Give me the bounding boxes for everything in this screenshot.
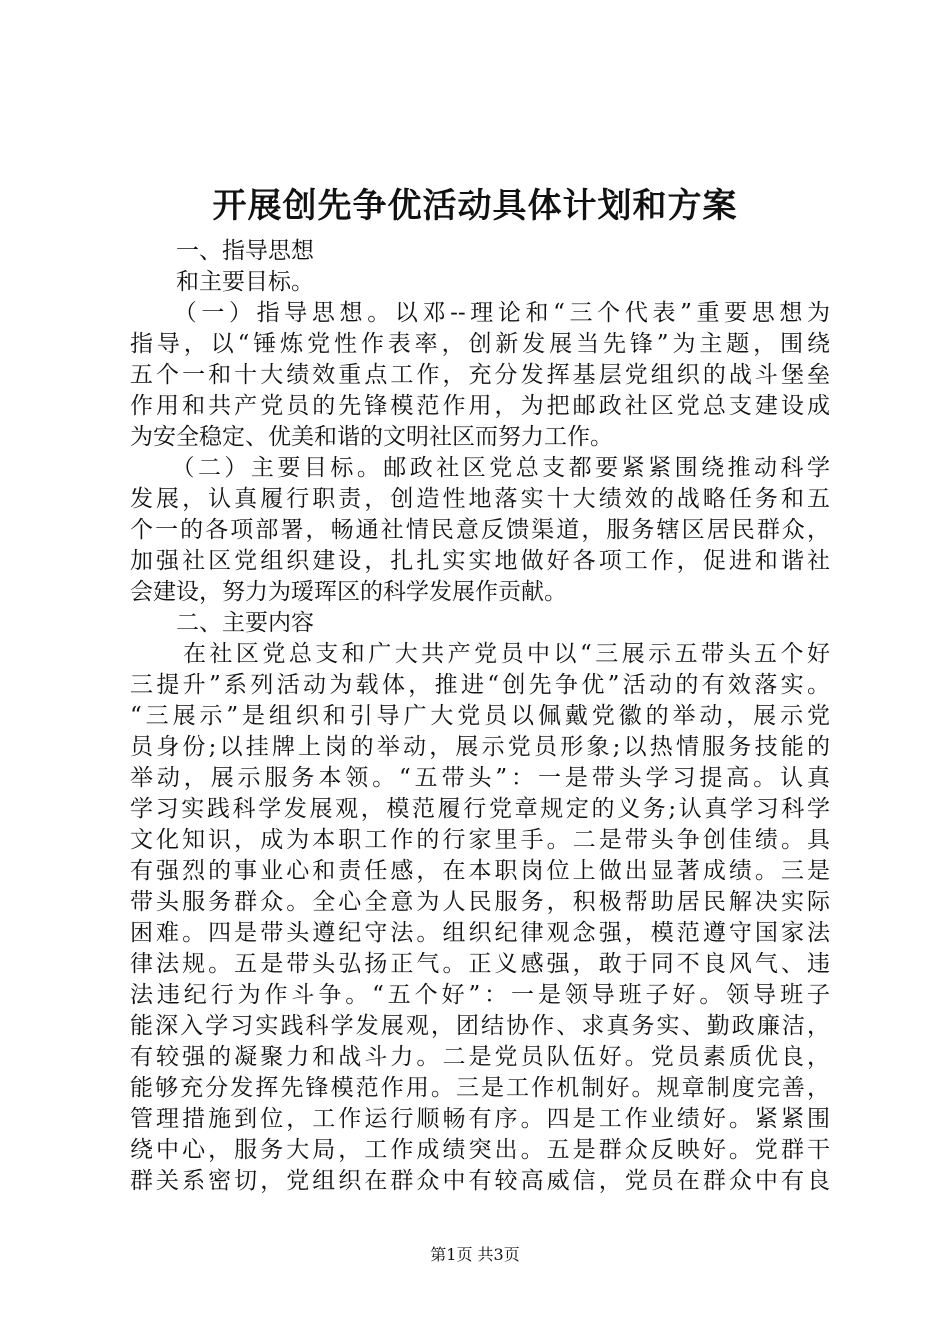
document-title: 开展创先争优活动具体计划和方案 <box>212 186 738 226</box>
section-heading: 二、主要内容 <box>130 610 314 636</box>
text-line: 三提升”系列活动为载体，推进“创先争优”活动的有效落实。 <box>130 672 830 698</box>
text-line: 有较强的凝聚力和战斗力。二是党员队伍好。党员素质优良， <box>130 1044 830 1070</box>
text-line: 指导，以“锤炼党性作表率，创新发展当先锋”为主题，围绕 <box>130 331 830 357</box>
text-line: 有强烈的事业心和责任感，在本职岗位上做出显著成绩。三是 <box>130 858 830 884</box>
text-line: 绕中心，服务大局，工作成绩突出。五是群众反映好。党群干 <box>130 1137 830 1163</box>
text-line: 带头服务群众。全心全意为人民服务，积极帮助居民解决实际 <box>130 889 830 915</box>
text-line: 群关系密切，党组织在群众中有较高威信，党员在群众中有良 <box>130 1168 830 1194</box>
text-line: 能深入学习实践科学发展观，团结协作、求真务实、勤政廉洁， <box>130 1013 830 1039</box>
text-line: 在社区党总支和广大共产党员中以“三展示五带头五个好 <box>130 641 830 667</box>
text-line: 法违纪行为作斗争。“五个好”：一是领导班子好。领导班子 <box>130 982 830 1008</box>
text-line: 举动，展示服务本领。“五带头”：一是带头学习提高。认真 <box>130 765 830 791</box>
section-heading: 一、指导思想 <box>130 238 314 264</box>
text-line: 学习实践科学发展观，模范履行党章规定的义务;认真学习科学 <box>130 796 830 822</box>
text-line: 为安全稳定、优美和谐的文明社区而努力工作。 <box>130 424 613 450</box>
text-line: （二）主要目标。邮政社区党总支都要紧紧围绕推动科学 <box>130 455 830 481</box>
text-line: 五个一和十大绩效重点工作，充分发挥基层党组织的战斗堡垒 <box>130 362 830 388</box>
text-line: 困难。四是带头遵纪守法。组织纪律观念强，模范遵守国家法 <box>130 920 830 946</box>
text-line: 会建设，努力为瑷珲区的科学发展作贡献。 <box>130 579 567 605</box>
page-number-footer: 第1页 共3页 <box>430 1245 520 1264</box>
text-line: 和主要目标。 <box>130 269 314 295</box>
text-line: 个一的各项部署，畅通社情民意反馈渠道，服务辖区居民群众， <box>130 517 830 543</box>
text-line: 发展，认真履行职责，创造性地落实十大绩效的战略任务和五 <box>130 486 830 512</box>
text-line: 能够充分发挥先锋模范作用。三是工作机制好。规章制度完善， <box>130 1075 830 1101</box>
text-line: 文化知识，成为本职工作的行家里手。二是带头争创佳绩。具 <box>130 827 830 853</box>
text-line: 管理措施到位，工作运行顺畅有序。四是工作业绩好。紧紧围 <box>130 1106 830 1132</box>
text-line: 律法规。五是带头弘扬正气。正义感强，敢于同不良风气、违 <box>130 951 830 977</box>
text-line: （一）指导思想。以邓--理论和“三个代表”重要思想为 <box>130 300 830 326</box>
text-line: 加强社区党组织建设，扎扎实实地做好各项工作，促进和谐社 <box>130 548 830 574</box>
text-line: 作用和共产党员的先锋模范作用，为把邮政社区党总支建设成 <box>130 393 830 419</box>
text-line: “三展示”是组织和引导广大党员以佩戴党徽的举动，展示党 <box>130 703 830 729</box>
text-line: 员身份;以挂牌上岗的举动，展示党员形象;以热情服务技能的 <box>130 734 830 760</box>
